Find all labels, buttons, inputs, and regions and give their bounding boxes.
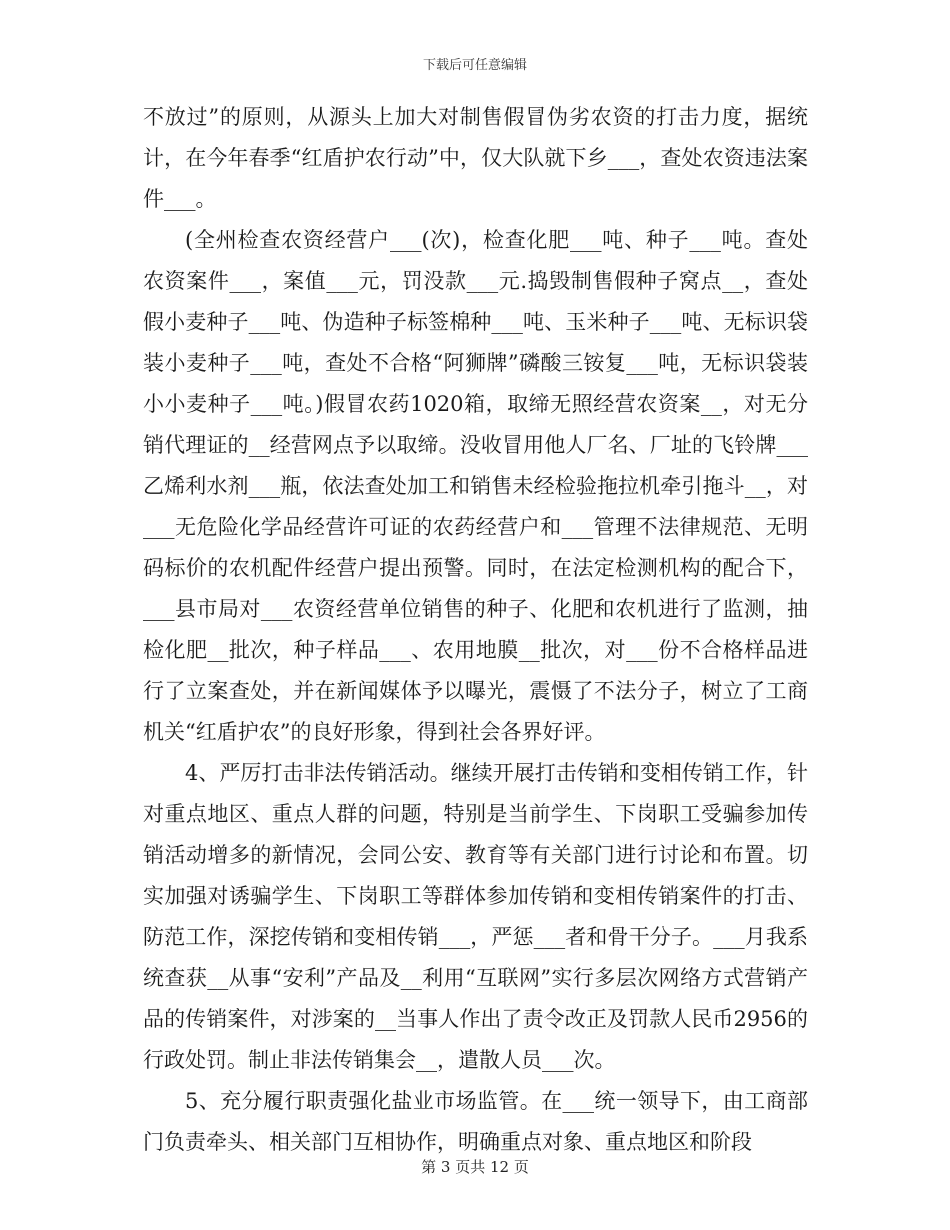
document-body [143, 97, 808, 1163]
paragraph-inspection-stats: (全州检查农资经营户___(次)，检查化肥___吨、种子___吨。查处农资案件___，案值___元，罚没款___元.捣毁制售假种子窝点__，查处假小麦种子___吨、伪造种子标签棉种___吨、玉米种子___吨、无标识袋装小麦种子___吨，查处不合格“阿狮牌”磷酸三铵复___吨，无标识袋装小小麦种子___吨。)假冒农药1020箱，取缔无照经营农资案__，对无分销代理证的__经营网点予以取缔。没收冒用他人厂名、厂址的飞铃牌___乙烯利水剂___瓶，依法查处加工和销售未经检验拖拉机牵引拖斗__，对___无危险化学品经营许可证的农药经营户和___管理不法律规范、无明码标价的农机配件经营户提出预警。同时，在法定检测机构的配合下，___县市局对___农资经营单位销售的种子、化肥和农机进行了监测，抽检化肥__批次，种子样品___、农用地膜__批次，对___份不合格样品进行了立案查处，并在新闻媒体予以曝光，震慑了不法分子，树立了工商机关“红盾护农”的良好形象，得到社会各界好评。 [143, 228, 808, 744]
paragraph-anti-pyramid-selling: 4、严厉打击非法传销活动。继续开展打击传销和变相传销工作，针对重点地区、重点人群的问题，特别是当前学生、下岗职工受骗参加传销活动增多的新情况，会同公安、教育等有关部门进行讨论和布置。切实加强对诱骗学生、下岗职工等群体参加传销和变相传销案件的打击、防范工作，深挖传销和变相传销___，严惩___者和骨干分子。___月我系统查获__从事“安利”产品及__利用“互联网”实行多层次网络方式营销产品的传销案件，对涉案的__当事人作出了责令改正及罚款人民币2956的行政处罚。制止非法传销集会__，遣散人员___次。 [143, 761, 808, 1072]
page-footer: 第 3 页共 12 页 [421, 1158, 529, 1176]
paragraph-salt-market: 5、充分履行职责强化盐业市场监管。在___统一领导下，由工商部门负责牵头、相关部门互相协作，明确重点对象、重点地区和阶段 [143, 1089, 808, 1154]
page-header: 下载后可任意编辑 [422, 58, 527, 73]
paragraph-continuation: 不放过”的原则，从源头上加大对制售假冒伪劣农资的打击力度，据统计，在今年春季“红盾护农行动”中，仅大队就下乡___，查处农资违法案件___。 [143, 105, 808, 211]
